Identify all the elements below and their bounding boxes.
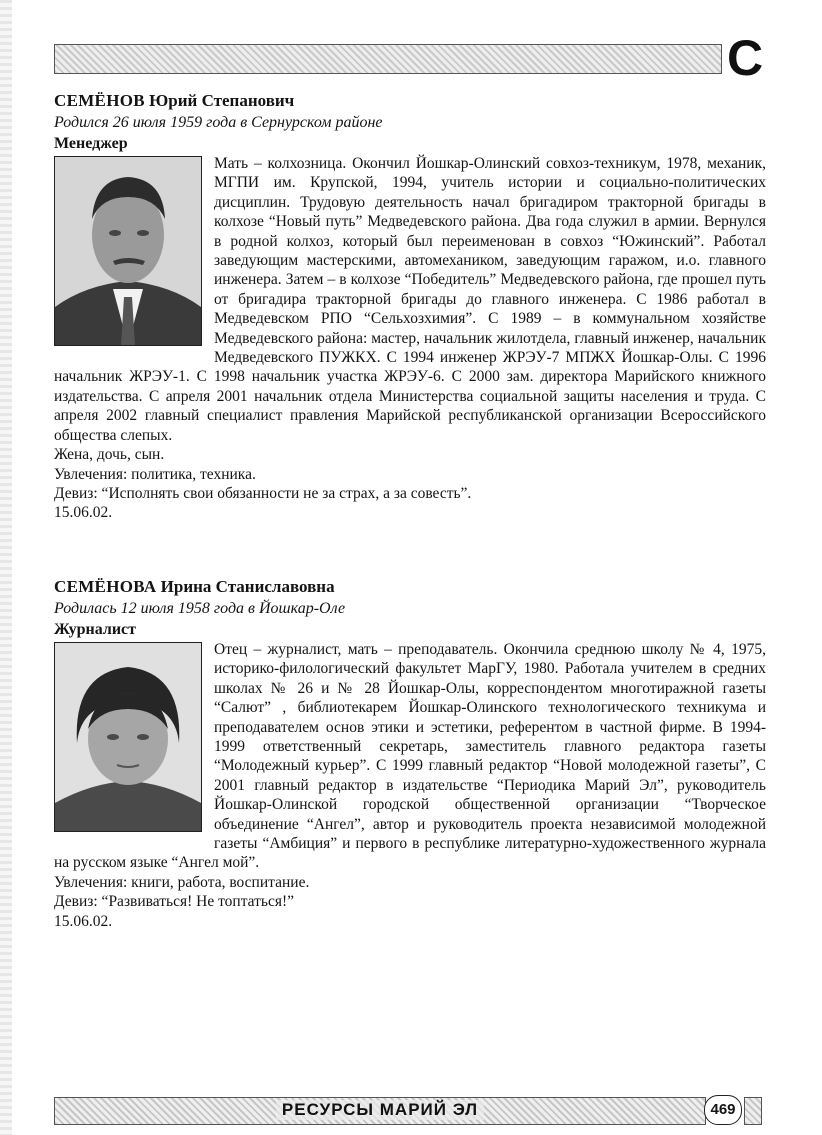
person-name [54,90,766,112]
person-surname: СЕМЁНОВА [54,577,157,596]
section-letter: С [726,30,764,86]
biography-text: Отец – журналист, мать – преподаватель. Окончила среднюю школу № 4, 1975, историко-филологический факультет МарГУ, 1980. Работала учителем в средних школах № 26 и № 28 Йошкар-Олы, корреспондентом многотиражной газеты “Салют” , библиотекарем Йошкар-Олинского технологического техникума и преподавателем основ этики и эстетики, референтом в частной фирме. В 1994-1999 ответственный секретарь, заместитель главного редактора газеты “Молодежный курьер”. С 1999 главный редактор “Новой молодежной газеты”, С 2001 главный редактор в издательстве “Периодика Марий Эл”, руководитель Йошкар-Олинской городской общественной организации “Творческое объединение “Ангел”, автор и руководитель проекта независимой молодежной газеты “Амбиция” и первого в республике литературно-художественного журнала на русском языке “Ангел мой”. [54,641,766,872]
section-header-bar [54,44,722,74]
footer-bar-tail [744,1097,762,1125]
biography-text: Мать – колхозница. Окончил Йошкар-Олинский совхоз-техникум, 1978, механик, МГПИ им. Крупской, 1994, учитель истории и социально-политических дисциплин. Трудовую деятельность начал бригадиром тракторной бригады в колхозе “Новый путь” Медведевского района. Два года служил в армии. Вернулся в родной колхоз, который был переименован в совхоз “Южинский”. Работал заведующим мастерскими, автомехаником, заведующим гаражом, и.о. главного инженера. Затем – в колхозе “Победитель” Медведевского района, где прошел путь от бригадира тракторной бригады до главного инженера. С 1986 работал в Медведевском РПО “Сельхозхимия”. С 1989 – в коммунальном хозяйстве Медведевского района: мастер, начальник жилотдела, главный инженер, начальник Медведевского ПУЖКХ. С 1994 инженер ЖРЭУ-7 МПЖХ Йошкар-Олы. С 1996 начальник ЖРЭУ-1. С 1998 начальник участка ЖРЭУ-6. С 2000 зам. директора Марийского книжного издательства. С апреля 2001 начальник отдела Министерства социальной защиты населения и труда. С апреля 2002 главный специалист правления Марийской республиканской организации Всероссийского общества слепых. [54,155,766,444]
profession: Журналист [54,621,137,638]
motto: Девиз: “Развиваться! Не топтаться!” [54,893,295,911]
family-info: Жена, дочь, сын. [54,446,165,464]
page-number: 469 [704,1095,742,1125]
biography-entry [54,90,766,523]
hobbies: Увлечения: книги, работа, воспитание. [54,873,310,891]
motto: Девиз: “Исполнять свои обязанности не за страх, а за совесть”. [54,484,472,502]
footer-bar [54,1097,706,1125]
birth-info: Родилась 12 июля 1958 года в Йошкар-Оле [54,600,346,617]
profession: Менеджер [54,135,128,152]
footer-title: РЕСУРСЫ МАРИЙ ЭЛ [276,1100,484,1120]
person-given-names: Ирина Станиславовна [160,577,335,596]
entry-date: 15.06.02. [54,912,113,930]
birth-info: Родился 26 июля 1959 года в Сернурском районе [54,114,383,131]
hobbies: Увлечения: политика, техника. [54,465,256,483]
person-given-names: Юрий Степанович [149,91,295,110]
page-scan-edge [0,0,12,1135]
biography-entry [54,576,766,931]
portrait-photo [54,156,202,346]
person-name [54,576,766,598]
entry-date: 15.06.02. [54,504,113,522]
person-surname: СЕМЁНОВ [54,91,145,110]
portrait-photo [54,642,202,832]
